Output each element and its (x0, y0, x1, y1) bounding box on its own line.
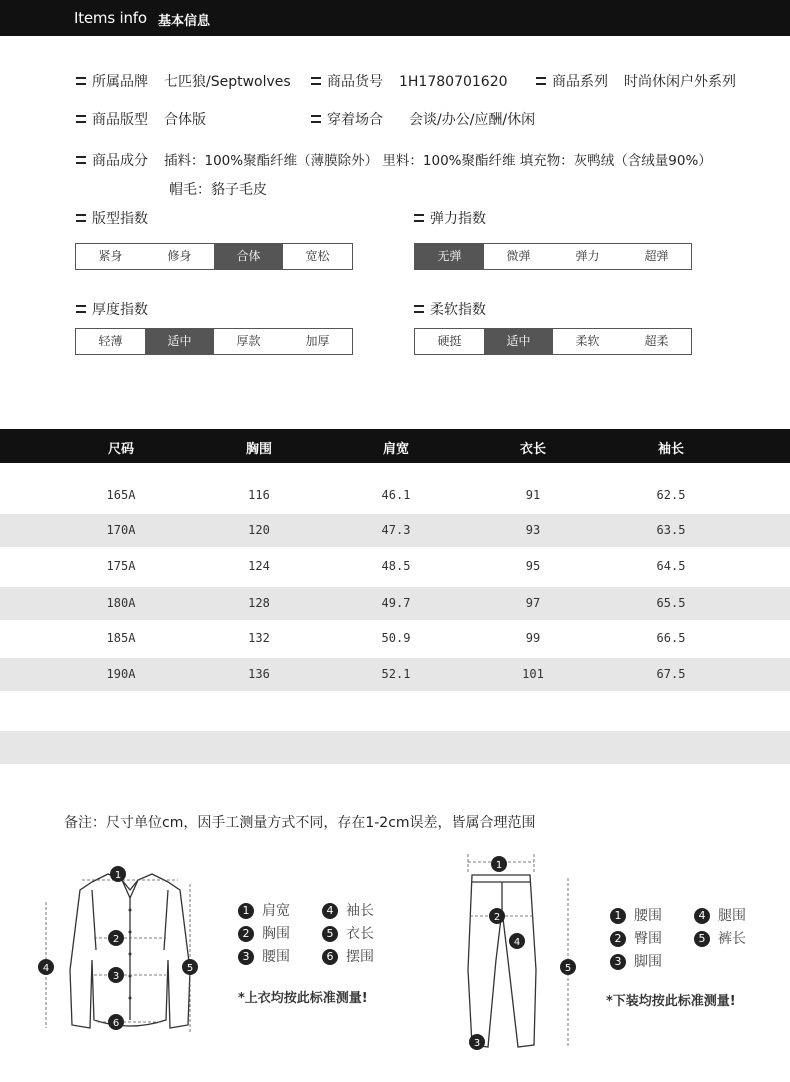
table-cell: 91 (525, 488, 541, 502)
thickness-option: 加厚 (305, 334, 330, 348)
pants-measure-diagram (458, 850, 588, 1055)
legend-item (610, 928, 662, 948)
table-cell: 132 (248, 631, 270, 645)
table-cell: 185A (106, 631, 136, 645)
table-cell: 124 (248, 559, 270, 573)
elastic-option: 微弹 (506, 249, 531, 263)
fit-option: 修身 (167, 249, 192, 263)
series-label: 商品系列 (552, 74, 608, 90)
material-line-2: 帽毛：貉子毛皮 (169, 182, 267, 198)
legend-number-badge: 5 (694, 931, 710, 947)
bullet-icon (414, 214, 424, 222)
elastic-index-scale (414, 243, 692, 270)
legend-label: 肩宽 (262, 903, 290, 919)
bullet-icon (76, 305, 86, 313)
legend-item (322, 923, 374, 943)
table-row (0, 587, 790, 620)
shirt-marker-5: 5 (186, 963, 194, 974)
table-cell: 62.5 (656, 488, 686, 502)
measurement-note: 备注：尺寸单位cm，因手工测量方式不同，存在1-2cm误差，皆属合理范围 (64, 815, 536, 831)
legend-number-badge: 5 (322, 926, 338, 942)
legend-label: 腰围 (262, 949, 290, 965)
section-header (0, 0, 790, 36)
table-cell: 101 (522, 667, 544, 681)
table-row (0, 622, 790, 655)
fit-index-label: 版型指数 (92, 211, 148, 227)
legend-number-badge: 6 (322, 949, 338, 965)
thickness-index-scale (75, 328, 353, 355)
fit-row (76, 109, 206, 129)
occasion-label: 穿着场合 (327, 112, 383, 128)
material-label: 商品成分 (92, 153, 148, 169)
legend-label: 脚围 (634, 954, 662, 970)
legend-label: 臀围 (634, 931, 662, 947)
table-cell: 66.5 (656, 631, 686, 645)
table-cell: 136 (248, 667, 270, 681)
legend-label: 袖长 (346, 903, 374, 919)
softness-option: 超柔 (644, 334, 669, 348)
table-row (0, 514, 790, 547)
shirt-legend (238, 900, 408, 970)
bullet-icon (311, 115, 321, 123)
softness-index-label: 柔软指数 (430, 302, 486, 318)
fit-option: 合体 (214, 244, 283, 269)
elastic-option: 无弹 (415, 244, 484, 269)
thickness-option: 适中 (145, 329, 214, 354)
legend-label: 裤长 (718, 931, 746, 947)
legend-number-badge: 1 (610, 908, 626, 924)
col-length-header: 衣长 (519, 442, 547, 457)
shirt-marker-3: 3 (112, 971, 120, 982)
shirt-measure-diagram (30, 860, 230, 1040)
table-row (0, 550, 790, 583)
shirt-hint: *上衣均按此标准测量! (238, 991, 368, 1006)
bullet-icon (76, 77, 86, 85)
legend-label: 胸围 (262, 926, 290, 942)
table-cell: 99 (525, 631, 541, 645)
legend-label: 腿围 (718, 908, 746, 924)
shirt-marker-4: 4 (42, 963, 50, 974)
table-cell: 47.3 (381, 523, 411, 537)
legend-item (610, 951, 662, 971)
table-cell: 116 (248, 488, 270, 502)
occasion-row (311, 109, 535, 129)
softness-option: 适中 (484, 329, 553, 354)
legend-item (238, 923, 290, 943)
elastic-option: 超弹 (644, 249, 669, 263)
legend-label: 衣长 (346, 926, 374, 942)
table-cell: 46.1 (381, 488, 411, 502)
table-cell: 64.5 (656, 559, 686, 573)
series-row (536, 71, 736, 91)
legend-item (694, 905, 746, 925)
elastic-index-label: 弹力指数 (430, 211, 486, 227)
legend-label: 摆围 (346, 949, 374, 965)
col-size-header: 尺码 (107, 442, 135, 457)
table-cell: 190A (106, 667, 136, 681)
fit-value: 合体版 (164, 112, 206, 128)
table-cell: 95 (525, 559, 541, 573)
material-line-1: 插料：100%聚酯纤维（薄膜除外） 里料：100%聚酯纤维 填充物：灰鸭绒（含绒量90%） (164, 153, 712, 169)
pants-marker-2: 2 (493, 912, 501, 923)
col-sleeve-header: 袖长 (657, 442, 685, 457)
series-value: 时尚休闲户外系列 (624, 74, 736, 90)
table-cell: 97 (525, 596, 541, 610)
col-shoulder-header: 肩宽 (382, 442, 410, 457)
legend-item (238, 900, 290, 920)
table-row (0, 479, 790, 512)
thickness-option: 厚款 (236, 334, 261, 348)
divider-band (0, 731, 790, 764)
pants-hint: *下装均按此标准测量! (606, 994, 736, 1009)
elastic-index-title (414, 208, 486, 228)
table-cell: 50.9 (381, 631, 411, 645)
bullet-icon (76, 156, 86, 164)
legend-number-badge: 1 (238, 903, 254, 919)
table-cell: 52.1 (381, 667, 411, 681)
legend-item (238, 946, 290, 966)
legend-label: 腰围 (634, 908, 662, 924)
softness-option: 硬挺 (437, 334, 462, 348)
legend-number-badge: 3 (238, 949, 254, 965)
header-title-cn: 基本信息 (158, 14, 211, 29)
legend-number-badge: 2 (238, 926, 254, 942)
legend-number-badge: 4 (694, 908, 710, 924)
brand-value: 七匹狼/Septwolves (164, 74, 291, 90)
table-cell: 48.5 (381, 559, 411, 573)
table-cell: 67.5 (656, 667, 686, 681)
softness-option: 柔软 (575, 334, 600, 348)
bullet-icon (76, 115, 86, 123)
size-table-header (0, 429, 790, 463)
table-row (0, 658, 790, 691)
occasion-value: 会谈/办公/应酬/休闲 (409, 112, 536, 128)
fit-option: 紧身 (98, 249, 123, 263)
table-cell: 170A (106, 523, 136, 537)
softness-index-title (414, 299, 486, 319)
bullet-icon (76, 214, 86, 222)
fit-option: 宽松 (305, 249, 330, 263)
sku-label: 商品货号 (327, 74, 383, 90)
fit-label: 商品版型 (92, 112, 148, 128)
thickness-index-label: 厚度指数 (92, 302, 148, 318)
legend-item (322, 946, 374, 966)
brand-row (76, 71, 291, 91)
shirt-marker-6: 6 (112, 1018, 120, 1029)
table-cell: 120 (248, 523, 270, 537)
table-cell: 180A (106, 596, 136, 610)
legend-number-badge: 3 (610, 954, 626, 970)
table-cell: 65.5 (656, 596, 686, 610)
pants-marker-1: 1 (495, 860, 503, 871)
legend-item (610, 905, 662, 925)
bullet-icon (311, 77, 321, 85)
pants-legend (610, 905, 780, 975)
softness-index-scale (414, 328, 692, 355)
thickness-option: 轻薄 (98, 334, 123, 348)
table-cell: 175A (106, 559, 136, 573)
legend-number-badge: 2 (610, 931, 626, 947)
pants-marker-5: 5 (564, 963, 572, 974)
col-chest-header: 胸围 (245, 442, 273, 457)
sku-row (311, 71, 508, 91)
elastic-option: 弹力 (575, 249, 600, 263)
bullet-icon (414, 305, 424, 313)
legend-item (322, 900, 374, 920)
pants-marker-4: 4 (513, 937, 521, 948)
fit-index-scale (75, 243, 353, 270)
brand-label: 所属品牌 (92, 74, 148, 90)
thickness-index-title (76, 299, 148, 319)
material-row (76, 149, 712, 170)
shirt-marker-2: 2 (112, 934, 120, 945)
bullet-icon (536, 77, 546, 85)
fit-index-title (76, 208, 148, 228)
shirt-marker-1: 1 (114, 870, 122, 881)
table-cell: 93 (525, 523, 541, 537)
table-cell: 165A (106, 488, 136, 502)
header-title-en: Items info (74, 9, 147, 27)
sku-value: 1H1780701620 (399, 74, 508, 90)
table-cell: 63.5 (656, 523, 686, 537)
legend-item (694, 928, 746, 948)
legend-number-badge: 4 (322, 903, 338, 919)
table-cell: 128 (248, 596, 270, 610)
pants-marker-3: 3 (473, 1038, 481, 1049)
table-cell: 49.7 (381, 596, 411, 610)
